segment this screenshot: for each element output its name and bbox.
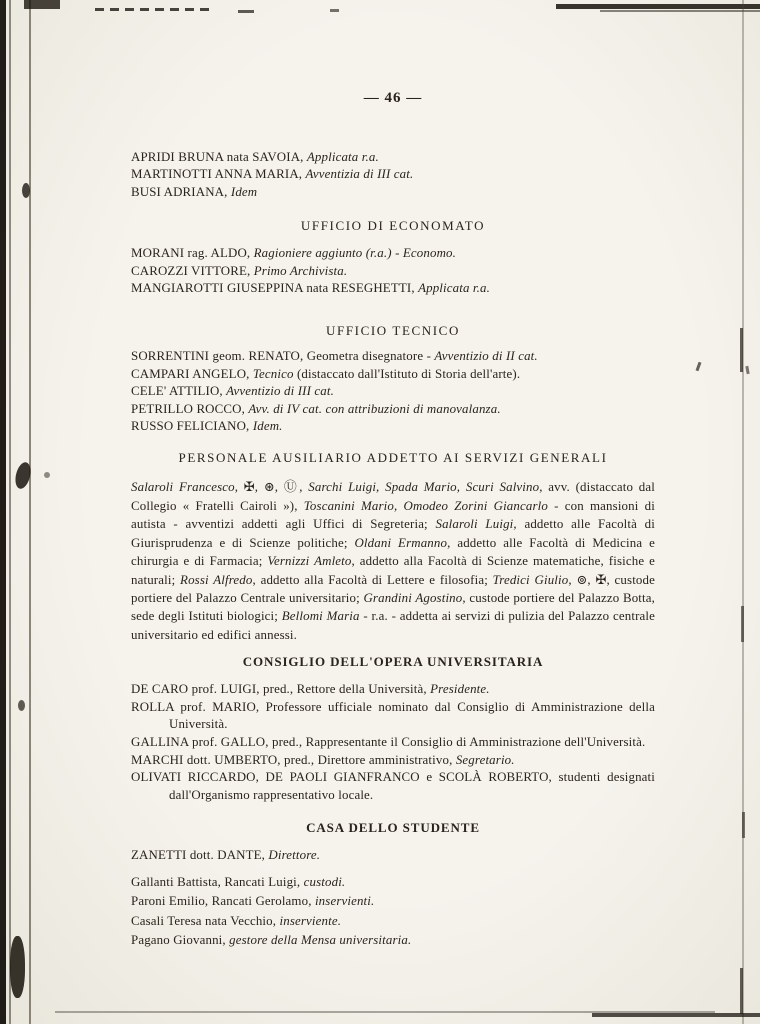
entry-line xyxy=(131,245,655,262)
text-segment: APRIDI BRUNA nata SAVOIA, xyxy=(131,150,307,164)
text-segment: CELE' ATTILIO, xyxy=(131,384,227,399)
entry-line xyxy=(131,873,655,893)
text-segment: Grandini Agostino xyxy=(363,590,463,605)
text-segment: ROLLA prof. MARIO, Professore ufficiale nominato dal Consiglio di Amministrazione della Università. xyxy=(131,699,655,732)
text-segment: Tecnico xyxy=(252,366,294,381)
text-segment: CAROZZI VITTORE, xyxy=(131,263,254,278)
text-segment: Avventizia di III cat. xyxy=(305,167,414,182)
casa-staff-block xyxy=(131,873,655,951)
text-segment: Applicata r.a. xyxy=(418,281,490,296)
text-segment: Gallanti Battista, Rancati Luigi, xyxy=(131,874,304,889)
entry-line xyxy=(131,263,655,280)
scan-artifact-top-mark xyxy=(24,0,60,9)
entry-line xyxy=(131,734,655,752)
text-segment: inservienti. xyxy=(314,894,375,909)
scan-artifact-speck xyxy=(696,362,702,371)
text-segment: Applicata r.a. xyxy=(306,150,379,164)
text-segment: Toscanini Mario, Omodeo Zorini Giancarlo xyxy=(303,498,548,513)
text-segment: PETRILLO ROCCO, xyxy=(131,401,249,416)
text-segment: Avv. di IV cat. con attribuzioni di manovalanza. xyxy=(248,401,501,416)
text-segment: Pagano Giovanni, xyxy=(131,933,230,948)
entry-line xyxy=(131,769,655,804)
text-segment: , ✠, ⊛, Ⓤ, xyxy=(234,480,309,495)
text-segment: Ragioniere aggiunto (r.a.) - Economo. xyxy=(253,246,456,261)
entry-line xyxy=(131,752,655,770)
text-segment: Presidente. xyxy=(430,682,490,697)
text-segment: Direttore. xyxy=(268,848,321,863)
scan-artifact-ink-blob xyxy=(10,936,25,998)
text-segment: avv. (distaccato dal Collegio « Fratelli Cairoli »), xyxy=(131,480,655,513)
text-segment: Casali Teresa nata Vecchio, xyxy=(131,913,280,928)
text-segment: Idem. xyxy=(252,419,283,434)
heading-casa-studente: CASA DELLO STUDENTE xyxy=(306,820,480,836)
text-segment: gestore della Mensa universitaria. xyxy=(229,933,412,948)
text-segment: , addetto alle Facoltà di Medicina e chirurgia e di Farmacia; xyxy=(131,535,655,569)
economato-entries xyxy=(131,245,655,297)
consiglio-entries xyxy=(131,681,655,804)
entry-line xyxy=(131,418,655,435)
text-segment: Avventizio di II cat. xyxy=(434,349,538,364)
text-segment: GALLINA prof. GALLO, pred., Rappresentante il Consiglio di Amministrazione dell'Università. xyxy=(131,734,646,749)
entry-line xyxy=(131,280,655,297)
entry-line xyxy=(131,149,655,166)
text-segment: MANGIAROTTI GIUSEPPINA nata RESEGHETTI, xyxy=(131,281,419,296)
text-segment: addetto alle Facoltà di Giurisprudenza e di Scienze politiche; xyxy=(131,517,656,550)
scan-artifact-right-dash xyxy=(741,606,744,642)
heading-consiglio-opera: CONSIGLIO DELL'OPERA UNIVERSITARIA xyxy=(242,654,544,670)
text-segment: Idem xyxy=(230,184,258,199)
text-segment: , addetto alla Facoltà di Lettere e filosofia; xyxy=(252,572,493,587)
text-segment: Segretario. xyxy=(455,752,515,767)
text-segment: Rossi Alfredo xyxy=(180,572,253,587)
text-segment: - con mansioni di autista - avventizi addetti agli Uffici di Segreteria; xyxy=(131,498,655,532)
text-segment: Salaroli Luigi, xyxy=(435,517,517,532)
text-segment: BUSI ADRIANA, xyxy=(131,184,231,199)
text-segment: , addetto alla Facoltà di Scienze matematiche, fisiche e naturali; xyxy=(131,554,655,587)
entry-line xyxy=(131,184,655,201)
general-services-paragraph xyxy=(131,478,655,644)
text-segment: Tredici Giulio xyxy=(492,572,569,587)
entry-line xyxy=(131,931,655,951)
entry-line xyxy=(131,348,655,365)
entry-line xyxy=(131,401,655,418)
entry-line xyxy=(131,847,655,864)
text-segment: Salaroli Francesco xyxy=(131,480,235,495)
page-content xyxy=(131,0,655,951)
scan-artifact-bottom-dash xyxy=(592,1013,760,1017)
intro-block xyxy=(131,149,655,201)
text-segment: RUSSO FELICIANO, xyxy=(131,419,253,434)
text-segment: Sarchi Luigi, Spada Mario, Scuri Salvino, xyxy=(308,480,543,495)
casa-director-block xyxy=(131,847,655,864)
text-segment: Paroni Emilio, Rancati Gerolamo, xyxy=(131,894,315,909)
text-segment: DE CARO prof. LUIGI, pred., Rettore della Università, xyxy=(131,682,431,697)
scan-artifact-right-dash xyxy=(740,968,743,1014)
text-segment: (distaccato dall'Istituto di Storia dell'arte). xyxy=(293,366,521,381)
scan-artifact-ink-blob xyxy=(22,183,30,198)
text-segment: custodi. xyxy=(303,874,346,889)
entry-line xyxy=(131,681,655,699)
text-segment: MARCHI dott. UMBERTO, pred., Direttore amministrativo, xyxy=(131,752,456,767)
tecnico-entries xyxy=(131,348,655,435)
text-segment: Bellomi Maria xyxy=(281,609,360,624)
text-segment: Avventizio di III cat. xyxy=(226,384,334,399)
text-segment: SORRENTINI geom. RENATO, Geometra disegnatore - xyxy=(131,349,435,364)
entry-line xyxy=(131,892,655,912)
text-segment: MARTINOTTI ANNA MARIA, xyxy=(131,167,306,182)
page-number: — 46 — xyxy=(363,90,423,106)
entry-line xyxy=(131,383,655,400)
text-segment: Vernizzi Amleto xyxy=(267,554,352,569)
scan-artifact-speck xyxy=(745,366,749,374)
scan-artifact-right-dash xyxy=(740,328,743,372)
scan-artifact-left-line xyxy=(9,0,11,1024)
scan-artifact-speck xyxy=(44,472,50,478)
entry-line xyxy=(131,912,655,932)
entry-line xyxy=(131,366,655,383)
text-segment: , ⊚, ✠, custode portiere del Palazzo Centrale universitario; xyxy=(131,572,655,605)
scan-artifact-right-line xyxy=(742,0,744,1024)
heading-personale-ausiliario: PERSONALE AUSILIARIO ADDETTO AI SERVIZI GENERALI xyxy=(178,450,608,466)
text-segment: , custode portiere del Palazzo Botta, sede degli Istituti biologici; xyxy=(131,590,655,624)
text-segment: CAMPARI ANGELO, xyxy=(131,366,253,381)
text-segment: ZANETTI dott. DANTE, xyxy=(131,848,269,863)
heading-ufficio-economato: UFFICIO DI ECONOMATO xyxy=(300,218,486,234)
text-segment: inserviente. xyxy=(279,913,342,928)
entry-line xyxy=(131,699,655,734)
text-segment: - r.a. - addetta ai servizi di pulizia del Palazzo centrale universitario ed edifici annessi. xyxy=(131,609,655,642)
text-segment: Primo Archivista. xyxy=(253,263,348,278)
text-segment: OLIVATI RICCARDO, DE PAOLI GIANFRANCO e SCOLÀ ROBERTO, studenti designati dall'Organismo rappresentativo locale. xyxy=(131,770,655,802)
heading-ufficio-tecnico: UFFICIO TECNICO xyxy=(326,323,460,339)
text-segment: MORANI rag. ALDO, xyxy=(131,246,254,261)
scan-artifact-left-band xyxy=(0,0,6,1024)
scan-artifact-ink-blob xyxy=(18,700,25,711)
scan-artifact-left-line xyxy=(29,0,31,1024)
scan-artifact-right-dash xyxy=(742,812,745,838)
entry-line xyxy=(131,166,655,183)
text-segment: Oldani Ermanno xyxy=(354,535,448,550)
